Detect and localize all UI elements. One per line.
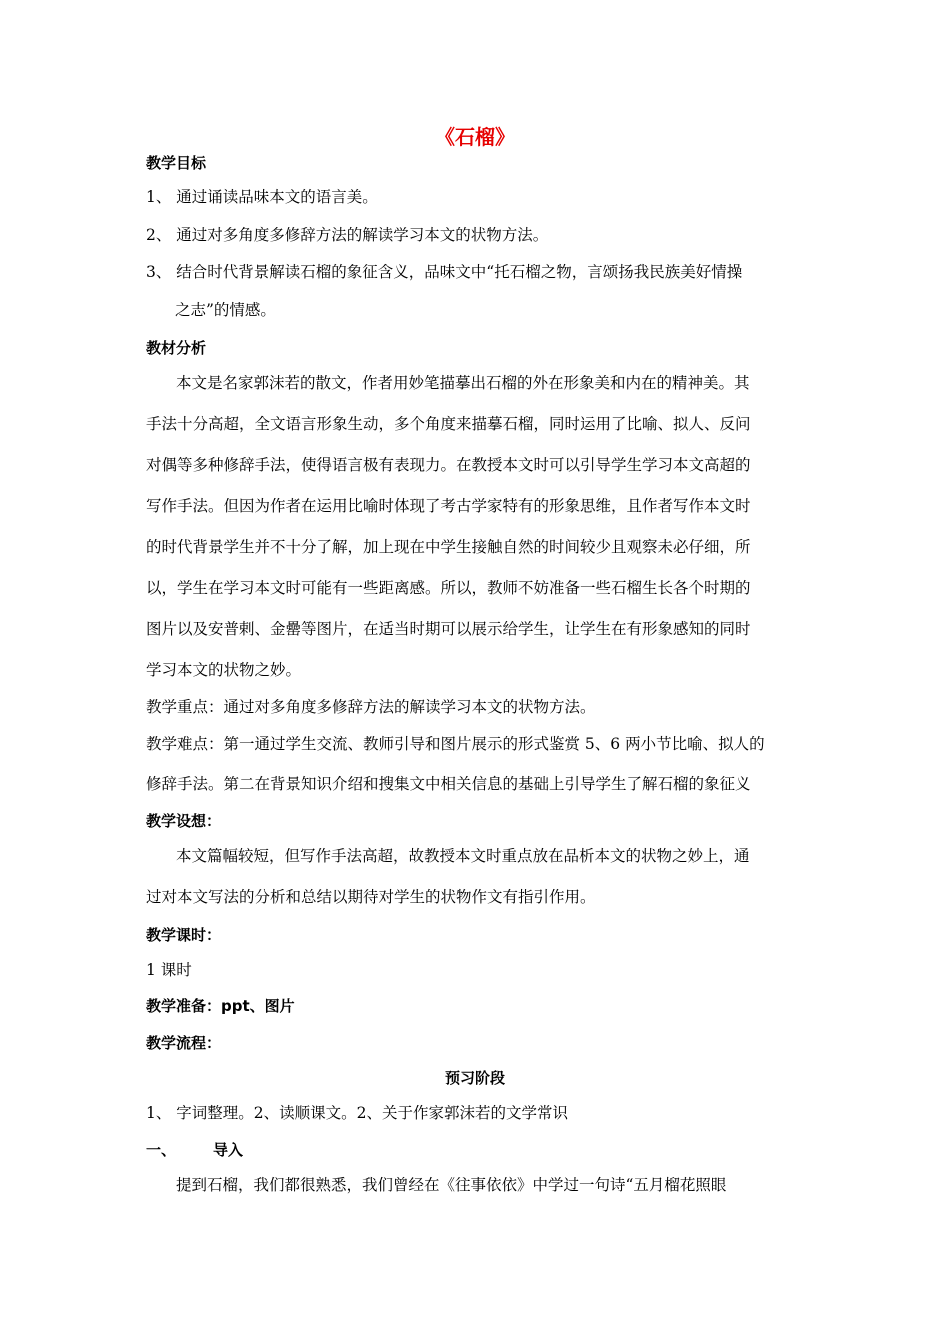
difficulty-line: 教学难点：第一通过学生交流、教师引导和图片展示的形式鉴赏 5、6 两小节比喻、拟人的	[146, 735, 765, 753]
prep-line: 教学准备：ppt、图片	[146, 997, 295, 1015]
analysis-line: 手法十分高超，全文语言形象生动，多个角度来描摹石榴，同时运用了比喻、拟人、反问	[146, 415, 751, 433]
goal-item-3: 3、 结合时代背景解读石榴的象征含义，品味文中“托石榴之物，言颂扬我民族美好情操	[146, 263, 743, 281]
design-heading: 教学设想：	[146, 812, 222, 830]
difficulty-line: 修辞手法。第二在背景知识介绍和搜集文中相关信息的基础上引导学生了解石榴的象征义	[146, 775, 751, 793]
design-line: 本文篇幅较短，但写作手法高超，故教授本文时重点放在品析本文的状物之妙上，通	[176, 847, 750, 865]
analysis-line: 的时代背景学生并不十分了解，加上现在中学生接触自然的时间较少且观察未必仔细，所	[146, 538, 751, 556]
hours-heading: 教学课时：	[146, 926, 222, 944]
analysis-heading: 教材分析	[146, 339, 207, 357]
stage-heading: 预习阶段	[444, 1069, 505, 1087]
flow-heading: 教学流程：	[146, 1034, 222, 1052]
section-number: 一、	[146, 1141, 177, 1159]
goal-item-2: 2、 通过对多角度多修辞方法的解读学习本文的状物方法。	[146, 226, 549, 244]
analysis-line: 写作手法。但因为作者在运用比喻时体现了考古学家特有的形象思维，且作者写作本文时	[146, 497, 751, 515]
preview-line: 1、 字词整理。2、读顺课文。2、关于作家郭沫若的文学常识	[146, 1104, 569, 1122]
hours-value: 1 课时	[146, 961, 192, 979]
goal-item-1: 1、 通过诵读品味本文的语言美。	[146, 188, 378, 206]
document-title: 《石榴》	[435, 125, 515, 149]
goals-heading: 教学目标	[146, 154, 207, 172]
analysis-line: 图片以及安普剌、金罍等图片，在适当时期可以展示给学生，让学生在有形象感知的同时	[146, 620, 751, 638]
analysis-line: 学习本文的状物之妙。	[146, 661, 302, 679]
design-line: 过对本文写法的分析和总结以期待对学生的状物作文有指引作用。	[146, 888, 596, 906]
analysis-line: 以，学生在学习本文时可能有一些距离感。所以，教师不妨准备一些石榴生长各个时期的	[146, 579, 751, 597]
key-point: 教学重点：通过对多角度多修辞方法的解读学习本文的状物方法。	[146, 698, 596, 716]
goal-item-3-cont: 之志”的情感。	[175, 301, 276, 319]
analysis-line: 本文是名家郭沫若的散文，作者用妙笔描摹出石榴的外在形象美和内在的精神美。其	[176, 374, 750, 392]
analysis-line: 对偶等多种修辞手法，使得语言极有表现力。在教授本文时可以引导学生学习本文高超的	[146, 456, 751, 474]
section-title: 导入	[213, 1141, 244, 1159]
intro-line: 提到石榴，我们都很熟悉，我们曾经在《往事依依》中学过一句诗“五月榴花照眼	[176, 1176, 727, 1194]
